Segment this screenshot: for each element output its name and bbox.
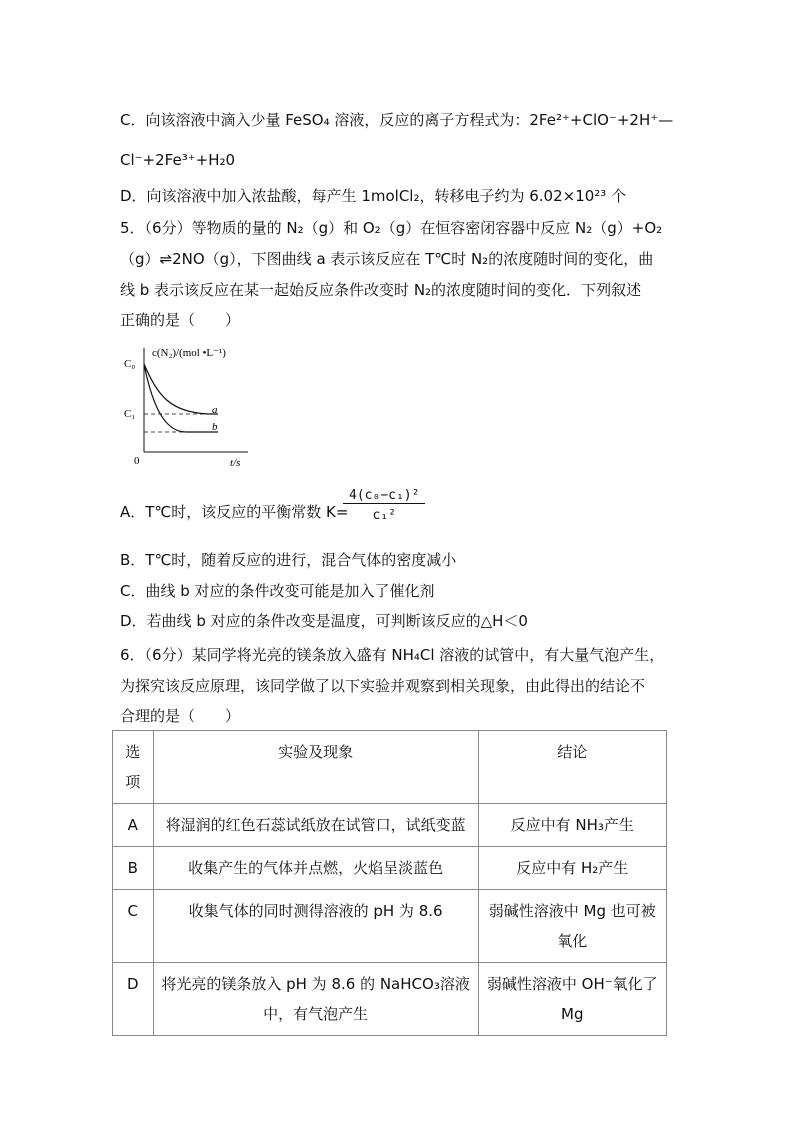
row-conclusion: 反应中有 H₂产生 xyxy=(478,847,666,890)
curve-a xyxy=(144,364,218,414)
experiment-table xyxy=(112,730,667,1036)
row-option: A xyxy=(113,804,154,847)
curve-a-label: a xyxy=(212,404,218,416)
table-row xyxy=(113,890,667,963)
row-experiment: 收集气体的同时测得溶液的 pH 为 8.6 xyxy=(153,890,478,963)
row-conclusion: 弱碱性溶液中 Mg 也可被氧化 xyxy=(478,890,666,963)
row-option: D xyxy=(113,963,154,1036)
question5-line3: 线 b 表示该反应在某一起始反应条件改变时 N₂的浓度随时间的变化．下列叙述 xyxy=(120,281,642,299)
curve-b xyxy=(144,364,218,432)
header-experiment: 实验及现象 xyxy=(153,731,478,804)
option-c-line1: C．向该溶液中滴入少量 FeSO₄ 溶液，反应的离子方程式为：2Fe²⁺+ClO⁻+2H⁺— xyxy=(120,111,674,129)
row-conclusion: 反应中有 NH₃产生 xyxy=(478,804,666,847)
row-option: C xyxy=(113,890,154,963)
question6-line1: 6．（6分）某同学将光亮的镁条放入盛有 NH₄Cl 溶液的试管中，有大量气泡产生， xyxy=(120,646,665,664)
row-experiment: 收集产生的气体并点燃，火焰呈淡蓝色 xyxy=(153,847,478,890)
curve-b-label: b xyxy=(212,421,218,433)
fraction-numerator: 4(c₀−c₁)² xyxy=(343,488,425,504)
option-b: B．T℃时，随着反应的进行，混合气体的密度减小 xyxy=(120,551,457,569)
c0-label: C₀ xyxy=(124,358,136,370)
concentration-time-figure xyxy=(118,340,258,470)
table-row xyxy=(113,804,667,847)
question6-line2: 为探究该反应原理，该同学做了以下实验并观察到相关现象，由此得出的结论不 xyxy=(120,677,646,695)
row-option: B xyxy=(113,847,154,890)
table-row xyxy=(113,963,667,1036)
origin-label: 0 xyxy=(134,455,140,467)
c1-label: C₁ xyxy=(124,408,136,420)
option-c-line2: Cl⁻+2Fe³⁺+H₂0 xyxy=(120,151,236,169)
row-experiment: 将光亮的镁条放入 pH 为 8.6 的 NaHCO₃溶液中，有气泡产生 xyxy=(153,963,478,1036)
fraction-denominator: c₁² xyxy=(372,508,396,523)
option-a-prefix: A．T℃时，该反应的平衡常数 K= xyxy=(120,503,349,521)
table-row xyxy=(113,847,667,890)
question6-line3: 合理的是（ ） xyxy=(120,707,241,725)
equilibrium-constant-fraction xyxy=(343,488,425,523)
header-conclusion: 结论 xyxy=(478,731,666,804)
option-d: D．若曲线 b 对应的条件改变是温度，可判断该反应的△H＜0 xyxy=(120,612,528,630)
row-conclusion: 弱碱性溶液中 OH⁻氧化了 Mg xyxy=(478,963,666,1036)
option-d-line: D．向该溶液中加入浓盐酸，每产生 1molCl₂，转移电子约为 6.02×10²³ 个 xyxy=(120,187,627,205)
question5-line4: 正确的是（ ） xyxy=(120,311,241,329)
table-header-row xyxy=(113,731,667,804)
question5-line1: 5．（6分）等物质的量的 N₂（g）和 O₂（g）在恒容密闭容器中反应 N₂（g）+O₂ xyxy=(120,219,663,237)
row-experiment: 将湿润的红色石蕊试纸放在试管口，试纸变蓝 xyxy=(153,804,478,847)
y-axis-label: c(N₂)/(mol •L⁻¹) xyxy=(152,347,226,359)
x-axis-label: t/s xyxy=(230,457,241,469)
option-c: C．曲线 b 对应的条件改变可能是加入了催化剂 xyxy=(120,582,435,600)
question5-line2: （g）⇌2NO（g），下图曲线 a 表示该反应在 T℃时 N₂的浓度随时间的变化，曲 xyxy=(120,250,654,268)
header-option: 选项 xyxy=(113,731,154,804)
